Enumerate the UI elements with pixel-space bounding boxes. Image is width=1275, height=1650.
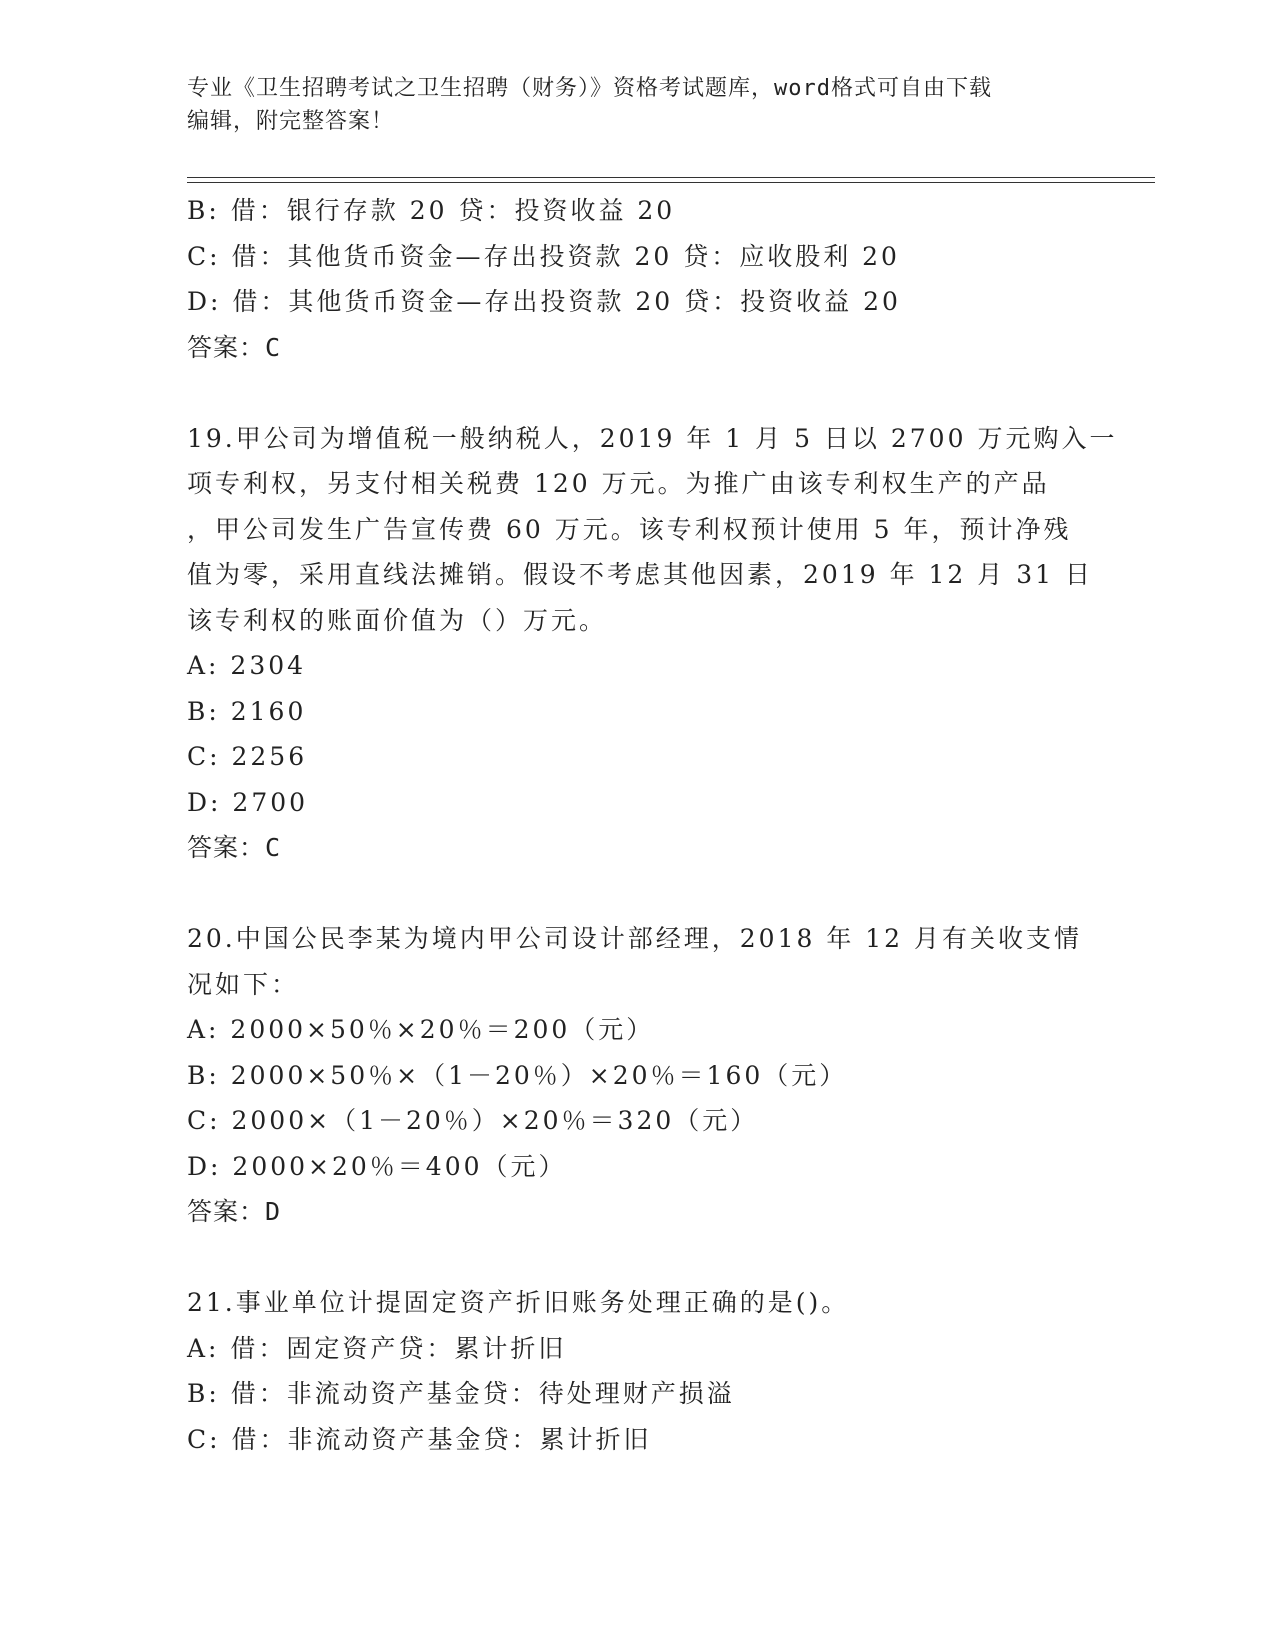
question-stem-line: ，甲公司发生广告宣传费 60 万元。该专利权预计使用 5 年，预计净残 [187, 514, 1072, 544]
question-21 [187, 1280, 1087, 1462]
header-divider-top [187, 177, 1155, 178]
header-line-2: 编辑，附完整答案！ [187, 109, 395, 134]
option-c: C: 借：非流动资产基金贷：累计折旧 [187, 1424, 652, 1454]
answer: 答案：D [187, 1197, 282, 1226]
question-20 [187, 916, 1087, 1235]
question-19 [187, 416, 1118, 871]
document-header [187, 72, 1087, 138]
answer: 答案：C [187, 833, 282, 862]
header-line-1: 专业《卫生招聘考试之卫生招聘（财务）》资格考试题库，word格式可自由下载 [187, 76, 992, 101]
answer: 答案：C [187, 332, 282, 362]
option-a: A: 借：固定资产贷：累计折旧 [187, 1333, 567, 1363]
document-body [187, 188, 1118, 1462]
header-divider-bottom [187, 182, 1155, 183]
option-b: B: 借：非流动资产基金贷：待处理财产损溢 [187, 1379, 735, 1408]
question-stem-line: 21.事业单位计提固定资产折旧账务处理正确的是()。 [187, 1288, 850, 1317]
option-b: B: 2160 [187, 696, 307, 726]
question-stem-line: 20.中国公民李某为境内甲公司设计部经理，2018 年 12 月有关收支情 [187, 924, 1083, 953]
option-c: C: 2000×（1－20％）×20％＝320（元） [187, 1106, 759, 1135]
question-18-tail [187, 188, 1087, 370]
option-b: B: 借：银行存款 20 贷：投资收益 20 [187, 196, 676, 225]
question-stem-line: 19.甲公司为增值税一般纳税人，2019 年 1 月 5 日以 2700 万元购入一 [187, 423, 1118, 453]
option-d: D: 借：其他货币资金—存出投资款 20 贷：投资收益 20 [187, 287, 901, 316]
question-stem-line: 项专利权，另支付相关税费 120 万元。为推广由该专利权生产的产品 [187, 469, 1050, 498]
spacer [187, 370, 1087, 416]
spacer [187, 1235, 1087, 1281]
option-c: C: 2256 [187, 742, 308, 771]
option-a: A: 2000×50％×20％＝200（元） [187, 1015, 655, 1044]
question-stem-line: 该专利权的账面价值为（）万元。 [187, 605, 608, 635]
question-stem-line: 况如下： [187, 969, 300, 999]
option-d: D: 2700 [187, 787, 309, 817]
option-c: C: 借：其他货币资金—存出投资款 20 贷：应收股利 20 [187, 241, 900, 271]
option-b: B: 2000×50％×（1－20％）×20％＝160（元） [187, 1060, 848, 1090]
spacer [187, 871, 1087, 917]
option-a: A: 2304 [187, 651, 307, 680]
option-d: D: 2000×20％＝400（元） [187, 1151, 567, 1181]
question-stem-line: 值为零，采用直线法摊销。假设不考虑其他因素，2019 年 12 月 31 日 [187, 560, 1093, 589]
